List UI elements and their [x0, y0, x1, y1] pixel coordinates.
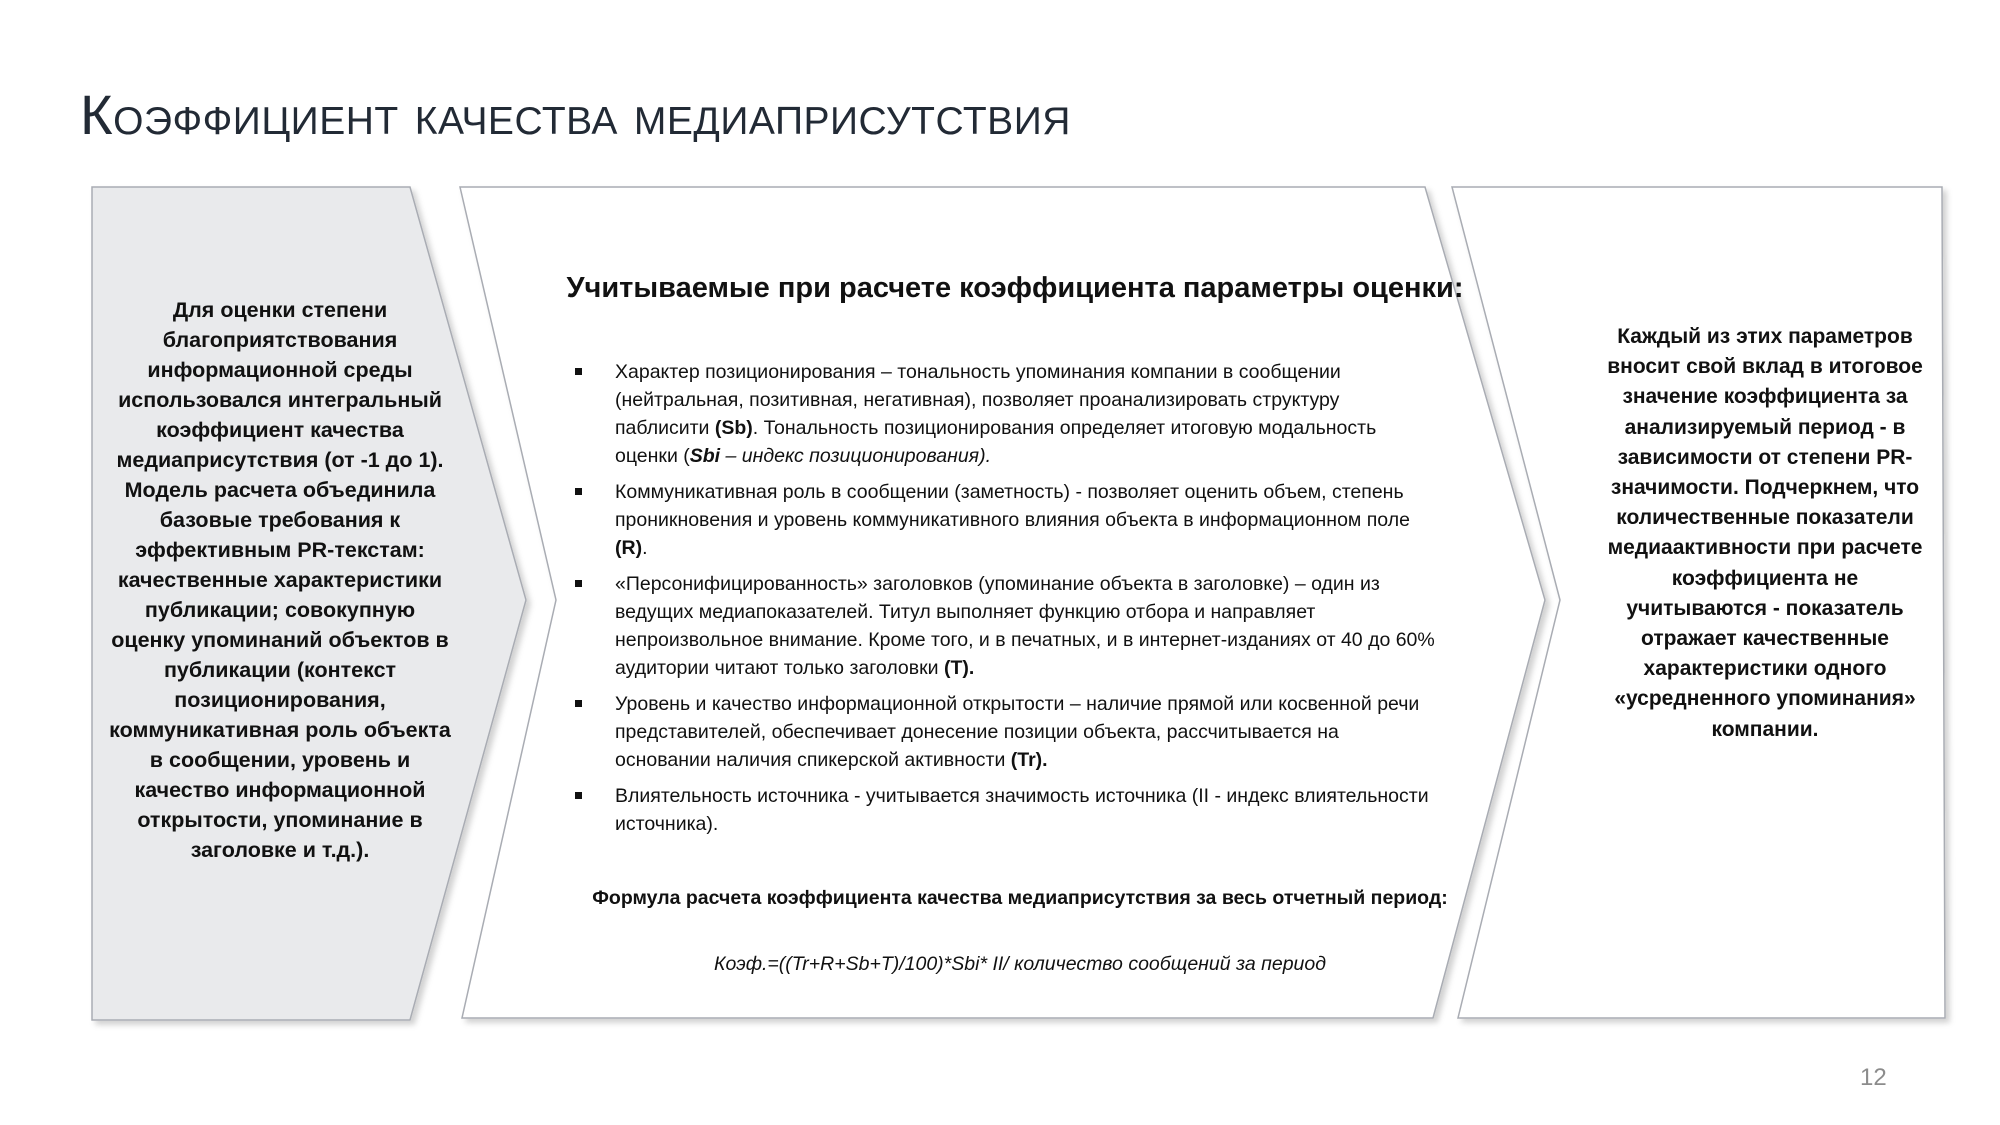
bullet-square-icon: [575, 700, 582, 707]
parameter-list: [575, 358, 1435, 846]
page-number: 12: [1860, 1064, 1887, 1091]
list-item: «Персонифицированность» заголовков (упоминание объекта в заголовке) – один из ведущих медиапоказателей. Титул выполняет функцию отбора и направляет непроизвольное внимание. Кроме того, и в печатных, и в интернет-изданиях от 40 до 60% аудитории читают только заголовки (T).: [575, 570, 1435, 682]
bullet-square-icon: [575, 488, 582, 495]
slide-title: Коэффициент качества медиаприсутствия: [80, 83, 1071, 146]
formula: Коэф.=((Tr+R+Sb+T)/100)*Sbi* II/ количество сообщений за период: [713, 953, 1327, 975]
bullet-square-icon: [575, 368, 582, 375]
center-panel-heading: Учитываемые при расчете коэффициента параметры оценки:: [566, 272, 1464, 304]
list-item: Влиятельность источника - учитывается значимость источника (II - индекс влиятельности источника).: [575, 782, 1435, 838]
right-panel-text: Каждый из этих параметров вносит свой вклад в итоговое значение коэффициента за анализируемый период - в зависимости от степени PR-значимости. Подчеркнем, что количественные показатели медиаактивности при расчете коэффициента не учитываются - показатель отражает качественные характеристики одного «усредненного упоминания» компании.: [1607, 325, 1923, 741]
bullet-square-icon: [575, 580, 582, 587]
list-item: Коммуникативная роль в сообщении (заметность) - позволяет оценить объем, степень проникновения и уровень коммуникативного влияния объекта в информационном поле (R).: [575, 478, 1435, 562]
formula-label: Формула расчета коэффициента качества медиаприсутствия за весь отчетный период:: [592, 887, 1448, 909]
list-item: Характер позиционирования – тональность упоминания компании в сообщении (нейтральная, позитивная, негативная), позволяет проанализировать структуру паблисити (Sb). Тональность позиционирования определяет итоговую модальность оценки (Sbi – индекс позиционирования).: [575, 358, 1435, 470]
bullet-square-icon: [575, 792, 582, 799]
left-panel-text: Для оценки степени благоприятствования информационной среды использовался интегральный коэффициент качества медиаприсутствия (от -1 до 1). Модель расчета объединила базовые требования к эффективным PR-текстам: качественные характеристики публикации; совокупную оценку упоминаний объектов в публикации (контекст позиционирования, коммуникативная роль объекта в сообщении, уровень и качество информационной открытости, упоминание в заголовке и т.д.).: [109, 298, 451, 862]
list-item: Уровень и качество информационной открытости – наличие прямой или косвенной речи представителей, обеспечивает донесение позиции объекта, рассчитывается на основании наличия спикерской активности (Tr).: [575, 690, 1435, 774]
